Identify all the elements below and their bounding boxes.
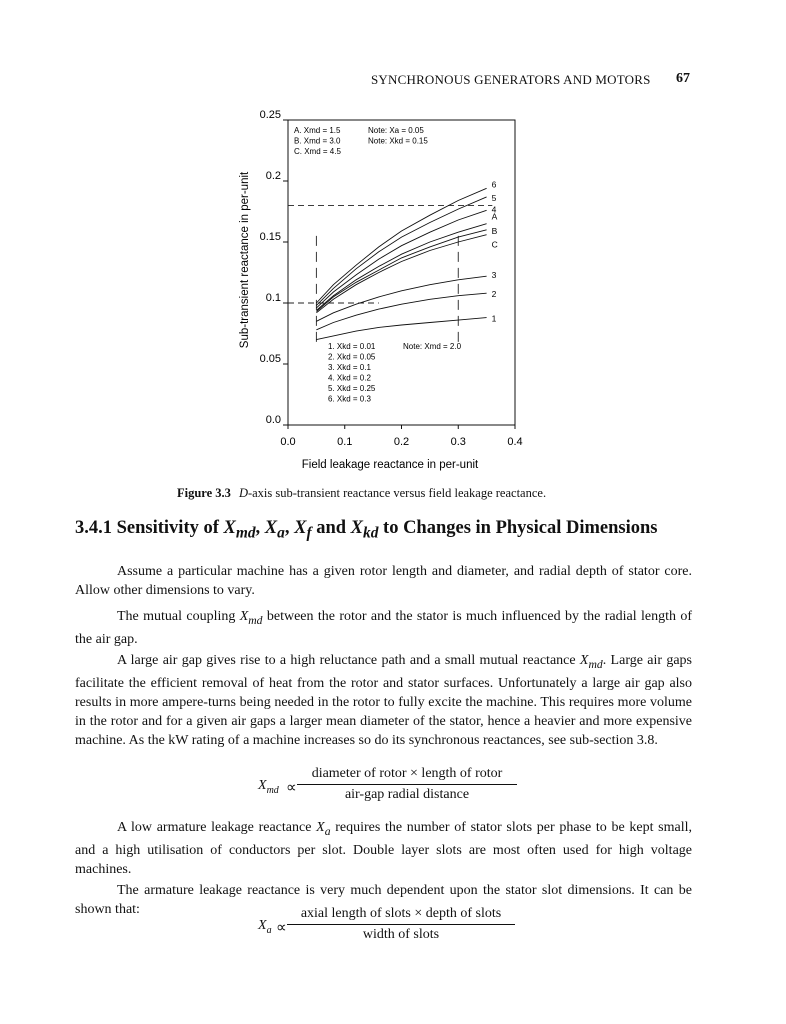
chart-reference-lines bbox=[288, 205, 492, 345]
paragraph-5: The armature leakage reactance is very much dependent upon the stator slot dimensions. It can be shown that: bbox=[75, 883, 692, 917]
series-line-3 bbox=[316, 276, 486, 321]
y-tick-label: 0.2 bbox=[265, 170, 281, 182]
series-label-b: B bbox=[491, 225, 498, 236]
series-label-4: 4 bbox=[491, 204, 497, 215]
page-number: 67 bbox=[676, 71, 690, 86]
series-label-5: 5 bbox=[491, 192, 497, 203]
x-tick-label: 0.2 bbox=[393, 436, 410, 448]
series-label-6: 6 bbox=[491, 179, 497, 190]
legend-top-item: C. Xmd = 4.5 bbox=[294, 147, 341, 156]
series-line-b bbox=[316, 230, 486, 312]
series-line-1 bbox=[316, 318, 486, 340]
series-line-2 bbox=[316, 293, 486, 330]
section-number: 3.4.1 bbox=[75, 518, 112, 538]
legend-bottom-item: 5. Xkd = 0.25 bbox=[328, 384, 376, 393]
y-tick-label: 0.15 bbox=[259, 231, 281, 243]
running-header: SYNCHRONOUS GENERATORS AND MOTORS bbox=[371, 72, 651, 87]
chart-tick-labels bbox=[260, 109, 523, 448]
legend-top-note: Note: Xkd = 0.15 bbox=[368, 136, 428, 146]
legend-top-item: B. Xmd = 3.0 bbox=[294, 136, 341, 146]
formula-xmd-fraction bbox=[297, 766, 517, 803]
formula-xmd-denominator: air-gap radial distance bbox=[344, 787, 470, 802]
paragraph-3: A large air gap gives rise to a high reluctance path and a small mutual reactance $X_{md}$. Large air gaps facilitate the efficient removal of heat from the rotor and stator surfaces. Unfortunately a large air gap also results in more ampere-turns being needed in the rotor to fully excite the machine. This requires more volume in the rotor and for a given air gaps a larger mean diameter of the stator, hence a heavier and more expensive machine. As the kW rating of a machine increases so do its synchronous reactances, see sub-section 3.8. bbox=[75, 653, 692, 748]
x-tick-label: 0.4 bbox=[507, 436, 523, 448]
legend-bottom-note: Note: Xmd = 2.0 bbox=[403, 342, 462, 351]
section-title-prefix: Sensitivity of bbox=[116, 518, 224, 538]
formula-xa-fraction bbox=[287, 906, 515, 943]
figure-label: Figure 3.3 bbox=[177, 486, 231, 500]
chart-x-axis-label: Field leakage reactance in per-unit bbox=[301, 459, 479, 471]
formula-xmd-lhs: $X_{md}$ bbox=[258, 778, 279, 796]
legend-bottom-item: 2. Xkd = 0.05 bbox=[328, 352, 376, 362]
series-line-4 bbox=[316, 210, 486, 308]
x-tick-label: 0.0 bbox=[280, 436, 296, 448]
series-label-c: C bbox=[491, 239, 498, 250]
formula-xa-lhs: $X_a$ bbox=[258, 918, 272, 936]
y-tick-label: 0.05 bbox=[259, 353, 281, 365]
chart-axes bbox=[283, 120, 515, 429]
proportional-symbol: ∝ bbox=[276, 920, 287, 936]
legend-bottom-item: 4. Xkd = 0.2 bbox=[328, 373, 371, 383]
figure-chart bbox=[225, 100, 545, 475]
series-line-c bbox=[316, 235, 486, 313]
y-tick-label: 0.25 bbox=[259, 109, 281, 121]
series-label-2: 2 bbox=[491, 289, 497, 300]
legend-top-note: Note: Xa = 0.05 bbox=[368, 126, 424, 135]
y-tick-label: 0.0 bbox=[265, 414, 281, 426]
legend-bottom-item: 6. Xkd = 0.3 bbox=[328, 394, 371, 404]
series-label-a: A bbox=[491, 211, 498, 222]
figure-caption-italic: D bbox=[238, 486, 248, 500]
formula-xa-numerator: axial length of slots × depth of slots bbox=[287, 906, 515, 925]
formula-xmd-numerator: diameter of rotor × length of rotor bbox=[297, 766, 517, 785]
figure-caption bbox=[177, 486, 546, 501]
x-tick-label: 0.3 bbox=[450, 436, 466, 448]
chart-y-axis-label: Sub-transient reactance in per-unit bbox=[239, 171, 251, 349]
series-label-3: 3 bbox=[491, 270, 497, 281]
proportional-symbol: ∝ bbox=[286, 780, 297, 796]
paragraph-4: A low armature leakage reactance $X_a$ requires the number of stator slots per phase to be kept small, and a high utilisation of conductors per slot. Double layer slots are most often used for high voltage machines. bbox=[75, 820, 692, 877]
legend-bottom-item: 3. Xkd = 0.1 bbox=[328, 363, 371, 372]
x-tick-label: 0.1 bbox=[337, 436, 353, 448]
legend-bottom-item: 1. Xkd = 0.01 bbox=[328, 342, 376, 351]
section-title-suffix: to Changes in Physical Dimensions bbox=[378, 518, 658, 538]
y-tick-label: 0.1 bbox=[265, 292, 281, 304]
chart-legend bbox=[294, 126, 462, 404]
legend-top-item: A. Xmd = 1.5 bbox=[294, 126, 341, 135]
chart-series-group bbox=[316, 179, 497, 339]
paragraph-1: Assume a particular machine has a given rotor length and diameter, and radial depth of stator core. Allow other dimensions to vary. bbox=[75, 564, 692, 598]
chart-plot-frame bbox=[288, 120, 515, 425]
paragraph-2: The mutual coupling $X_{md}$ between the rotor and the stator is much influenced by the radial length of the air gap. bbox=[75, 609, 692, 647]
formula-xa-denominator: width of slots bbox=[362, 927, 440, 942]
series-label-1: 1 bbox=[491, 313, 497, 324]
figure-caption-text: -axis sub-transient reactance versus field leakage reactance. bbox=[247, 486, 547, 500]
series-line-5 bbox=[316, 197, 486, 306]
section-heading: 3.4.1 Sensitivity of $X_{md}$, $X_a$, $X_f$ and $X_{kd}$ to Changes in Physical Dimensions bbox=[75, 518, 658, 542]
